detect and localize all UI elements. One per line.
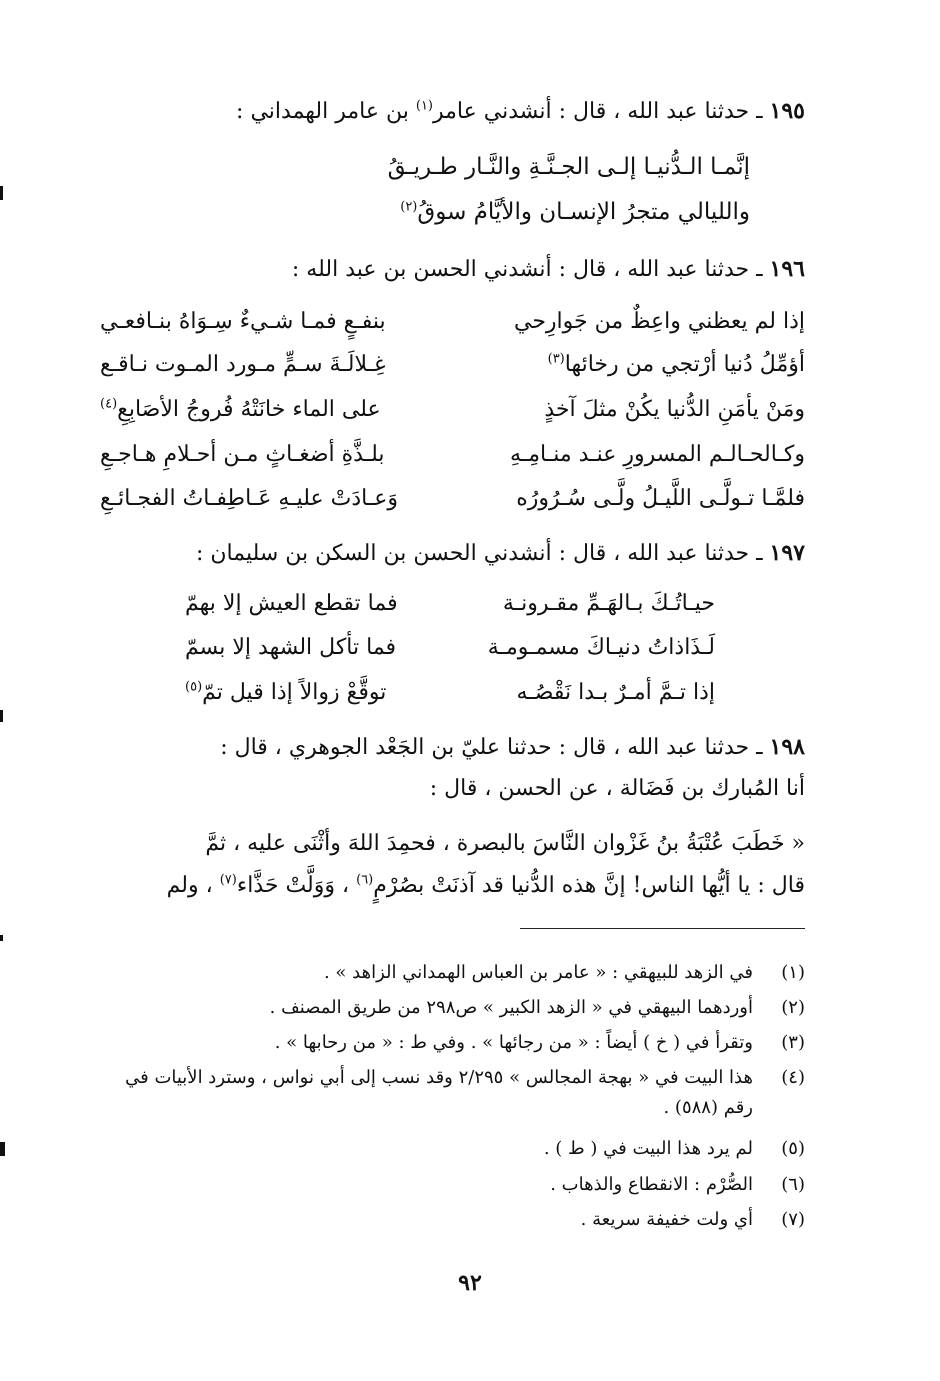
footnote-number: (٢): [781, 997, 805, 1018]
footnote-number: (١): [781, 962, 805, 983]
verse-first-hemistich: وكـالحـالـم المسرورِ عنـد منـامِـهِ: [510, 442, 805, 467]
footnote: [100, 1028, 805, 1058]
entry-text: بن عامر الهمداني :: [236, 99, 416, 124]
verse-row: [185, 673, 715, 713]
footnote-number: (٧): [781, 1209, 805, 1230]
prose-line: أنا المُبارك بن فَضَالة ، عن الحسن ، قال :: [429, 776, 805, 801]
verse-first-hemistich: لَـذَاذاتُ دنيـاكَ مسمـومـة: [487, 635, 715, 660]
entry-text: ـ حدثنا عبد الله ، قال : أنشدني الحسن بن عبد الله :: [291, 257, 770, 282]
poem-line: والليالي متجرُ الإنسـان والأيَّامُ سوقُ$^{(٢)}$: [400, 199, 750, 225]
page-number: ٩٢: [458, 1270, 482, 1296]
prose-line: « خَطَبَ عُتْبَةُ بنُ غَزْوان النَّاسَ بالبصرة ، فحمِدَ اللهَ وأثْنَى عليه ، ثمَّ: [205, 831, 805, 856]
entry-text: ـ حدثنا عبد الله ، قال : أنشدني الحسن بن السكن بن سليمان :: [195, 541, 770, 566]
verse-row: [185, 584, 715, 624]
verse-first-hemistich: إذا لم يعظني واعِظٌ من جَوارِحي: [513, 309, 805, 334]
entry-number: ١٩٧: [769, 540, 805, 566]
footnote-text: هذا البيت في « بهجة المجالس » ٢/٢٩٥ وقد نسب إلى أبي نواس ، وسترد الأبيات في رقم (٥٨٨) .: [125, 1067, 753, 1118]
entry-195-heading: [125, 91, 805, 132]
prose-line: قال : يا أيُّها الناس! إنَّ هذه الدُّنيا قد آذنَتْ بصُرْمٍ$^{(٦)}$ ، وَوَلَّتْ حَذَّاء$^{(٧)}$ ، ولم: [166, 872, 805, 898]
footnote-ref[interactable]: (٤): [100, 396, 118, 412]
footnote-ref[interactable]: (١): [415, 98, 433, 114]
verse-second-hemistich: توقَّعْ زوالاً إذا قيل تمّ$^{(٥)}$: [185, 679, 387, 705]
verse-first-hemistich: أؤمِّلُ دُنيا أرْتجي من رخائها$^{(٣)}$: [547, 351, 805, 377]
entry-197-heading: [125, 533, 805, 574]
verse-second-hemistich: غِـلالَـةَ سـمٍّ مـورد المـوت نـاقـع: [100, 352, 386, 377]
verse-row: [100, 479, 805, 519]
footnote-text: الصُّرْم : الانقطاع والذهاب .: [550, 1174, 753, 1195]
scan-edge-mark: [0, 186, 3, 200]
footnote-divider: [520, 928, 805, 929]
entry-198-heading: [100, 727, 805, 768]
verse-row: [100, 302, 805, 342]
scan-edge-mark: [0, 710, 3, 722]
footnote-ref[interactable]: (٧): [219, 872, 237, 888]
verse-row: [100, 390, 805, 430]
verse-first-hemistich: فلمَّـا تـولَّـى اللَّيـلُ ولَّـى سُـرُورُه: [516, 486, 805, 511]
verse-first-hemistich: إذا تـمَّ أمـرٌ بـدا نَقْصُـه: [516, 680, 715, 705]
verse-row: [100, 345, 805, 385]
footnote-ref[interactable]: (٦): [356, 872, 374, 888]
verse-first-hemistich: حيـاتُـكَ بـالهَـمِّ مقـرونـة: [502, 591, 715, 616]
footnote: [100, 993, 805, 1023]
entry-number: ١٩٦: [769, 256, 805, 282]
footnote: [100, 1205, 805, 1235]
verse-second-hemistich: بنفـعٍ فمـا شـيءٌ سِـوَاهُ بنـافعـي: [100, 309, 386, 334]
entry-196-heading: [125, 249, 805, 290]
footnote-ref[interactable]: (٥): [185, 679, 203, 695]
verse-row: [100, 435, 805, 475]
poem-line: إنَّمـا الـدُّنيـا إلـى الجـنَّـةِ والنَّـار طـريـقُ: [387, 154, 750, 180]
footnote-number: (٤): [781, 1067, 805, 1088]
footnote-number: (٣): [781, 1032, 805, 1053]
verse-second-hemistich: فما تقطع العيش إلا بهمّ: [185, 591, 398, 616]
scan-edge-mark: [0, 1142, 5, 1156]
footnote-number: (٦): [781, 1174, 805, 1195]
verse-first-hemistich: ومَنْ يأمَنِ الدُّنيا يكُنْ مثلَ آخذٍ: [544, 397, 805, 422]
footnote-text: أوردهما البيهقي في « الزهد الكبير » ص٢٩٨ من طريق المصنف .: [269, 997, 753, 1018]
footnote-number: (٥): [781, 1138, 805, 1159]
footnote-ref[interactable]: (٣): [547, 351, 565, 367]
footnote-ref[interactable]: (٢): [400, 199, 418, 215]
footnote-text: وتقرأ في ( خ ) أيضاً : « من رجائها » . وفي ط : « من رحابها » .: [274, 1032, 753, 1053]
entry-text: ـ حدثنا عبد الله ، قال : حدثنا عليّ بن الجَعْد الجوهري ، قال :: [220, 735, 770, 760]
entry-number: ١٩٨: [769, 734, 805, 760]
verse-second-hemistich: بلـذَّةِ أضغـاثٍ مـن أحـلامِ هـاجـعِ: [100, 442, 385, 467]
footnote-text: في الزهد للبيهقي : « عامر بن العباس الهمداني الزاهد » .: [323, 962, 753, 983]
footnote: [100, 1134, 805, 1164]
footnote-text: لم يرد هذا البيت في ( ط ) .: [543, 1138, 753, 1159]
footnote-text: أي ولت خفيفة سريعة .: [580, 1209, 753, 1230]
entry-text: ـ حدثنا عبد الله ، قال : أنشدني عامر: [433, 99, 770, 124]
entry-number: ١٩٥: [769, 98, 805, 124]
scan-edge-mark: [0, 935, 3, 941]
footnote: [100, 1170, 805, 1200]
verse-row: [185, 628, 715, 668]
footnote: [100, 1063, 805, 1123]
footnote: [100, 958, 805, 988]
verse-second-hemistich: فما تأكل الشهد إلا بسمّ: [185, 635, 397, 660]
verse-second-hemistich: على الماء خانَتْهُ فُروجُ الأصَابِعِ$^{(٤)}$: [100, 396, 381, 422]
verse-second-hemistich: وَعـادَتْ عليـهِ عَـاطِفـاتُ الفجـائـعِ: [100, 486, 399, 511]
